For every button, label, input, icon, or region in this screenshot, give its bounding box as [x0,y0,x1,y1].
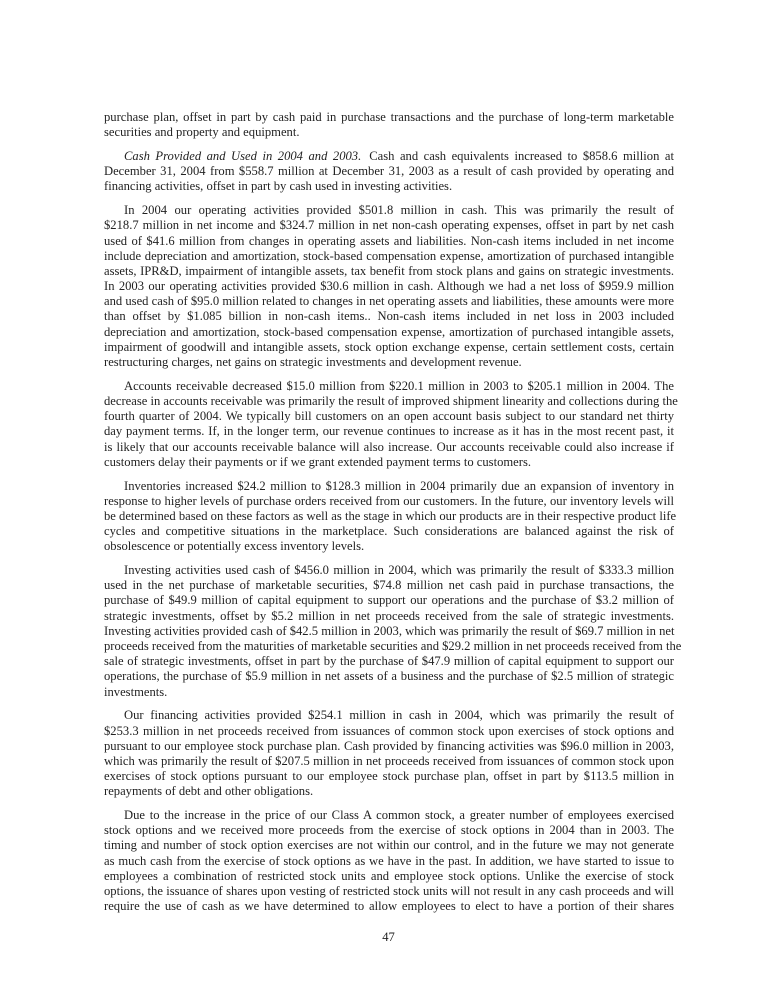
text-line: investments. [104,684,168,699]
text-line: impairment of goodwill and intangible assets, stock option exchange expense, certain settlement costs, certain [104,339,674,354]
text-line: assets, IPR&D, impairment of intangible assets, tax benefit from stock plans and gains on strategic investments. [104,263,674,278]
text-line: obsolescence or potentially excess inventory levels. [104,539,365,554]
text-line: than offset by $1.085 billion in non-cash items.. Non-cash items included in net loss in 2003 included [104,309,674,324]
text-line: stock options and we received more proceeds from the exercise of stock options in 2004 than in 2003. The [104,823,674,838]
text-line: include depreciation and amortization, stock-based compensation expense, amortization of purchased intangible [104,248,674,263]
text-line: $218.7 million in net income and $324.7 million in net non-cash operating expenses, offset in part by net cash [104,218,674,233]
text-line: In 2003 our operating activities provided $30.6 million in cash. Although we had a net loss of $959.9 million [104,279,674,294]
text-line: employees a combination of restricted stock units and employee stock options. Unlike the exercise of stock [104,868,674,883]
text-line: Our financing activities provided $254.1 million in cash in 2004, which was primarily the result of [124,708,674,723]
text-line: customers delay their payments or if we grant extended payment terms to customers. [104,454,532,469]
text-line: exercises of stock options pursuant to our employee stock purchase plan, offset in part by $113.5 million in [104,769,674,784]
paragraph [104,378,678,470]
text-line: Due to the increase in the price of our Class A common stock, a greater number of employees exercised [124,808,674,823]
text-line: and used cash of $95.0 million related to changes in net operating assets and liabilities, these amounts were more [104,294,674,309]
text-line: Investing activities used cash of $456.0 million in 2004, which was primarily the result of $333.3 million [124,563,674,578]
text-line: purchase plan, offset in part by cash paid in purchase transactions and the purchase of long-term marketable [104,110,674,124]
text-line: Inventories increased $24.2 million to $128.3 million in 2004 primarily due an expansion of inventory in [124,478,674,493]
text-line: require the use of cash as we have determined to allow employees to elect to have a portion of their shares [104,899,674,914]
text-line: timing and number of stock option exercises are not within our control, and in the future we may not generate [104,838,674,853]
text-line: fourth quarter of 2004. We typically bill customers on an open account basis subject to our standard net thirty [104,409,674,424]
text-line: In 2004 our operating activities provided $501.8 million in cash. This was primarily the result of [124,203,674,218]
text-line: decrease in accounts receivable was primarily the result of improved shipment linearity and collections during the [104,393,678,408]
text-line [104,149,674,164]
paragraph [104,203,674,370]
section-heading: Cash Provided and Used in 2004 and 2003. [124,148,362,163]
text-line: as much cash from the exercise of stock options as we have in the past. In addition, we have started to issue to [104,853,674,868]
paragraph [104,808,674,914]
text-line: restructuring charges, net gains on strategic investments and development revenue. [104,355,522,369]
text-line: sale of strategic investments, offset in part by the purchase of $47.9 million of capital equipment to support our [104,654,674,669]
line-text: Cash and cash equivalents increased to $858.6 million at [369,148,674,163]
text-line: strategic investments, offset by $5.2 million in net proceeds received from the sale of strategic investments. [104,608,674,623]
paragraph [104,563,682,700]
text-line: repayments of debt and other obligations. [104,784,314,799]
text-line: day payment terms. If, in the longer term, our revenue continues to increase as it has in the most recent past, it [104,424,674,439]
text-line: December 31, 2004 from $558.7 million at December 31, 2003 as a result of cash provided by operating and [104,164,674,179]
text-line: pursuant to our employee stock purchase plan. Cash provided by financing activities was $96.0 million in 2003, [104,738,674,753]
text-line: cycles and competitive situations in the marketplace. Such considerations are balanced against the risk of [104,524,674,539]
text-line: which was primarily the result of $207.5 million in net proceeds received from issuances of common stock upon [104,753,674,768]
document-body [104,110,682,923]
paragraph [104,110,674,140]
text-line: is likely that our accounts receivable balance will also increase. Our accounts receivable could also increase if [104,439,674,454]
paragraph [104,478,677,555]
text-line: options, the issuance of shares upon vesting of restricted stock units will not result in any cash proceeds and will [104,883,674,898]
text-line: Accounts receivable decreased $15.0 million from $220.1 million in 2003 to $205.1 million in 2004. The [124,378,674,393]
text-line: securities and property and equipment. [104,125,300,140]
paragraph [104,149,674,195]
text-line: response to higher levels of purchase orders received from our customers. In the future, our inventory levels will [104,493,674,508]
text-line: $253.3 million in net proceeds received from issuances of common stock upon exercises of stock options and [104,723,674,738]
text-line: used of $41.6 million from changes in operating assets and liabilities. Non-cash items included in net income [104,233,674,248]
text-line: operations, the purchase of $5.9 million in net assets of a business and the purchase of $2.5 million of strategic [104,669,674,684]
text-line: be determined based on these factors as well as the stage in which our products are in their respective product life [104,508,677,523]
text-line: purchase of $49.9 million of capital equipment to support our operations and the purchase of $3.2 million of [104,593,674,608]
text-line: Investing activities provided cash of $42.5 million in 2003, which was primarily the result of $69.7 million in net [104,623,675,638]
paragraph [104,708,674,799]
text-line: depreciation and amortization, stock-based compensation expense, amortization of purchased intangible assets, [104,324,674,339]
text-line: used in the net purchase of marketable securities, $74.8 million net cash paid in purchase transactions, the [104,578,674,593]
text-line: proceeds received from the maturities of marketable securities and $29.2 million in net proceeds received from the [104,638,682,653]
text-line: financing activities, offset in part by cash used in investing activities. [104,179,453,194]
page-number: 47 [382,930,395,944]
